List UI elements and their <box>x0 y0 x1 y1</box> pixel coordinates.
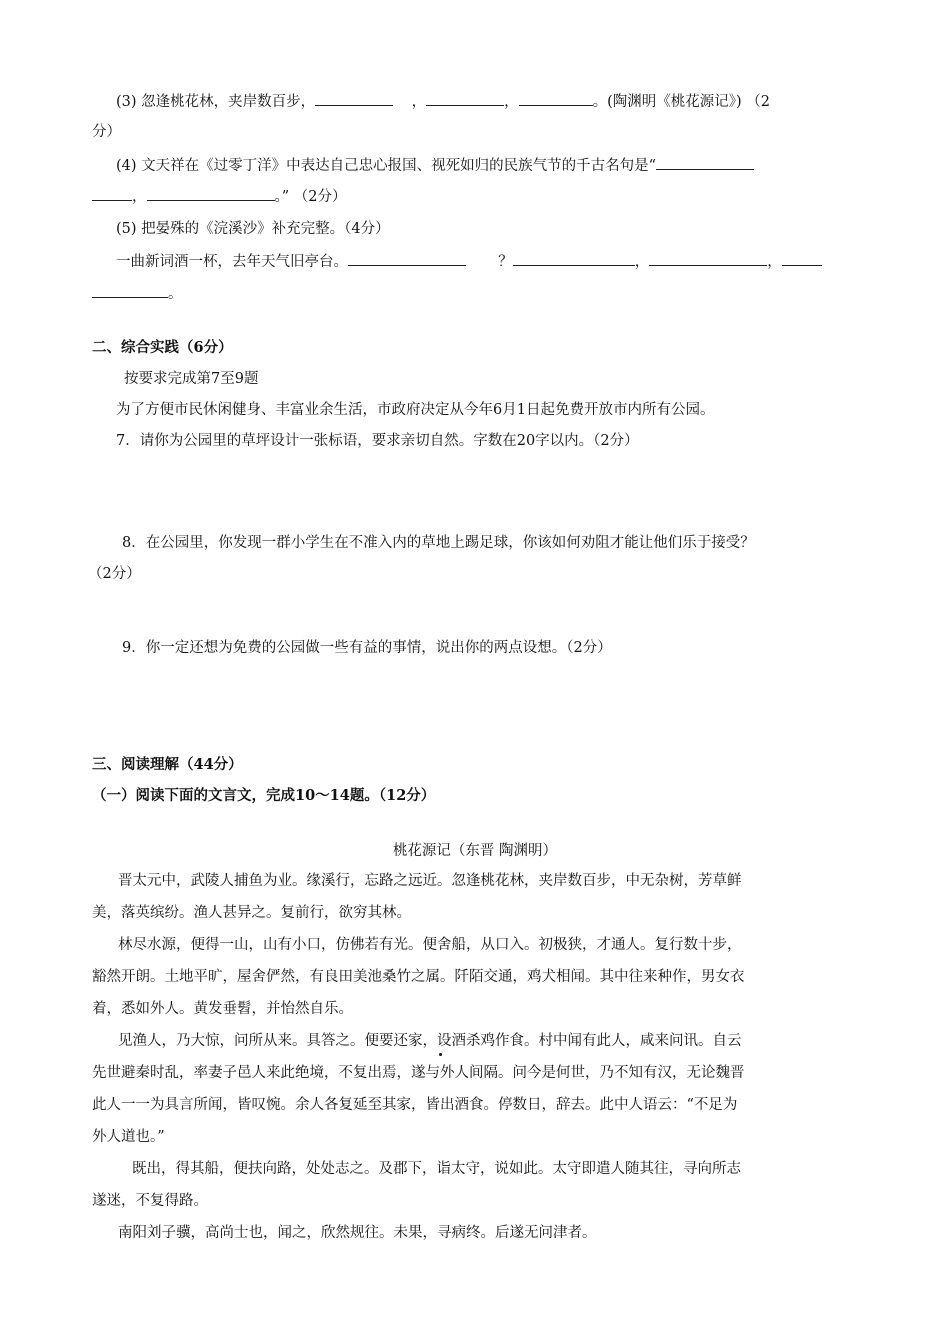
passage-p2-line2: 豁然开朗。土地平旷，屋舍俨然，有良田美池桑竹之属。阡陌交通，鸡犬相闻。其中往来种作，男女衣 <box>92 969 745 985</box>
q3-line2: 分） <box>92 124 121 140</box>
q3-sep-2: ， <box>504 94 519 110</box>
q5-blank-1[interactable] <box>348 251 466 266</box>
question-5-line2 <box>92 283 858 305</box>
q5-question-mark: ？ <box>498 254 513 270</box>
q5-blank-4[interactable] <box>782 251 822 266</box>
passage-title: 桃花源记（东晋 陶渊明） <box>392 843 558 859</box>
passage-p3-line4: 外人道也。” <box>92 1129 165 1145</box>
q5-title: (5) 把晏殊的《浣溪沙》补充完整。（4分） <box>116 221 390 237</box>
q4-blank-2[interactable] <box>147 186 275 201</box>
q5-sep-1: ， <box>634 254 650 270</box>
q4-sep: ， <box>132 189 147 205</box>
passage-p3-line2: 先世避秦时乱，率妻子邑人来此绝境，不复出焉，遂与外人间隔。问今是何世，乃不知有汉，无论魏晋 <box>92 1065 745 1081</box>
q4-blank-1[interactable] <box>656 155 754 170</box>
q3-prefix: (3) 忽逢桃花林，夹岸数百步， <box>116 94 316 110</box>
passage-p1-line2: 美，落英缤纷。渔人甚异之。复前行，欲穷其林。 <box>92 905 411 921</box>
question-8: 8．在公园里，你发现一群小学生在不准入内的草地上踢足球，你该如何劝阻才能让他们乐于接受？ <box>122 535 755 551</box>
question-4 <box>92 155 858 177</box>
passage-p4-line1: 既出，得其船，便扶向路，处处志之。及郡下，诣太守，说如此。太守即遣人随其往，寻向所志 <box>132 1161 741 1177</box>
question-4-line2 <box>92 186 858 208</box>
q3-blank-2[interactable] <box>426 91 504 106</box>
passage-p3-line3: 此人一一为具言所闻，皆叹惋。余人各复延至其家，皆出酒食。停数日，辞去。此中人语云：“不足为 <box>92 1097 738 1113</box>
q5-end: 。 <box>168 286 183 302</box>
q4-text: (4) 文天祥在《过零丁洋》中表达自己忠心报国、视死如归的民族气节的千古名句是“ <box>116 158 657 174</box>
passage-p1-line1: 晋太元中，武陵人捕鱼为业。缘溪行，忘路之远近。忽逢桃花林，夹岸数百步，中无杂树，芳草鲜 <box>118 873 742 889</box>
q3-end: 。(陶渊明《桃花源记》) （2 <box>592 94 770 110</box>
q5-prefix: 一曲新词酒一杯，去年天气旧亭台。 <box>116 254 348 270</box>
q4-end: 。” （2分） <box>274 189 347 205</box>
q3-blank-1[interactable] <box>315 91 393 106</box>
q3-blank-3[interactable] <box>519 91 593 106</box>
passage-p2-line1: 林尽水源，便得一山，山有小口，仿佛若有光。便舍船，从口入。初极狭，才通人。复行数十步， <box>118 937 742 953</box>
q5-blank-3[interactable] <box>649 251 767 266</box>
question-9: 9．你一定还想为免费的公园做一些有益的事情，说出你的两点设想。（2分） <box>122 640 612 656</box>
passage-p5-line1: 南阳刘子骥，高尚士也，闻之，欣然规往。未果，寻病终。后遂无问津者。 <box>118 1225 597 1241</box>
section-2-context: 为了方便市民休闲健身、丰富业余生活，市政府决定从今年6月1日起免费开放市内所有公园。 <box>116 402 715 418</box>
passage-p3-line1: 见渔人，乃大惊，问所从来。具答之。便要还家，设酒杀鸡作食。村中闻有此人，咸来问讯。自云 <box>118 1033 742 1049</box>
q4-blank-1-cont[interactable] <box>92 186 132 201</box>
q5-blank-2[interactable] <box>513 251 635 266</box>
passage-p2-line3: 着，悉如外人。黄发垂髫，并怡然自乐。 <box>92 1001 353 1017</box>
q5-blank-4-cont[interactable] <box>92 283 168 298</box>
section-2-heading: 二、综合实践（6分） <box>92 339 233 356</box>
question-8-line2: （2分） <box>88 566 141 582</box>
section-2-instruction: 按要求完成第7至9题 <box>124 371 259 387</box>
question-3 <box>92 91 858 113</box>
q5-sep-2: ， <box>767 254 782 270</box>
section-3-heading: 三、阅读理解（44分） <box>92 756 243 773</box>
emphasis-dot-mark <box>439 1053 442 1056</box>
section-3-subheading: （一）阅读下面的文言文，完成10～14题。（12分） <box>92 787 436 804</box>
q3-sep-1: ， <box>411 94 427 110</box>
question-5 <box>92 251 858 273</box>
passage-p4-line2: 遂迷，不复得路。 <box>92 1193 208 1209</box>
question-7: 7．请你为公园里的草坪设计一张标语，要求亲切自然。字数在20字以内。（2分） <box>116 433 639 449</box>
